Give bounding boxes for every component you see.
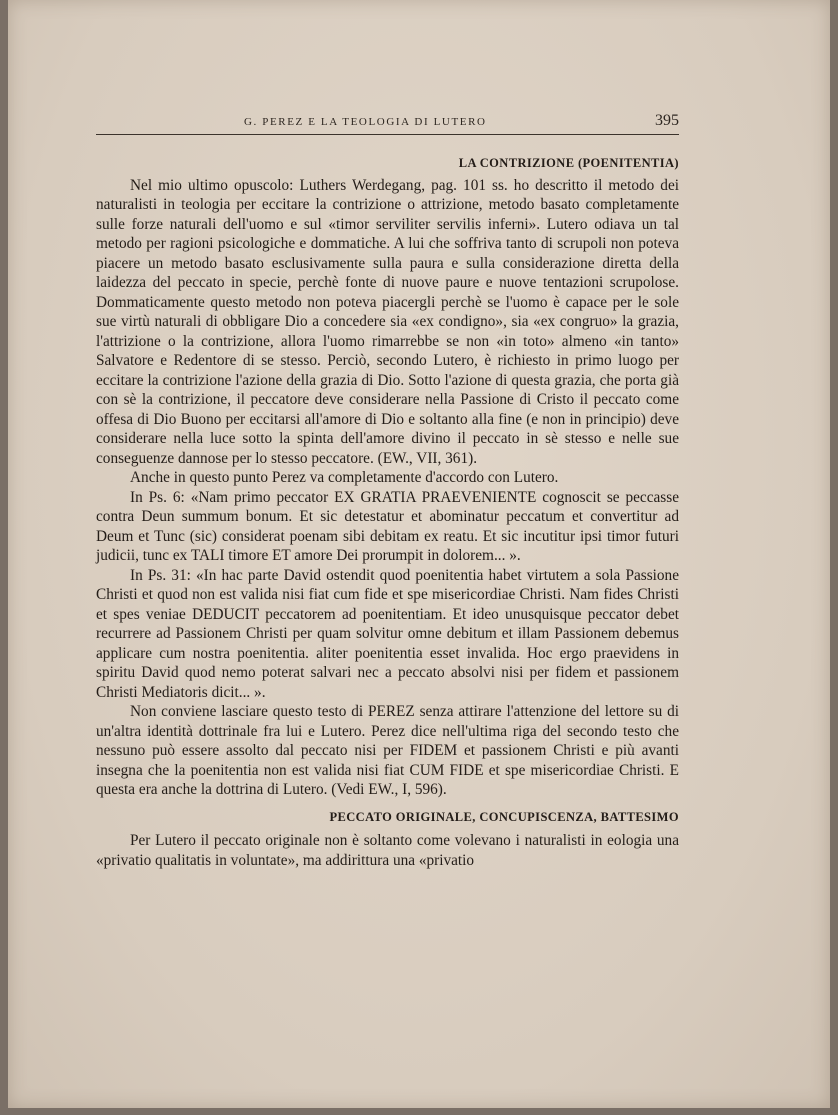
paragraph: In Ps. 6: «Nam primo peccator EX GRATIA PRAEVENIENTE cognoscit se peccasse contra Deun summum bonum. Et sic detestatur et abominatur peccatum et convertitur ad Deum et Tunc (sic) considerat poenam sibi debitam ex reatu. Et sic incutitur ipsi timor futuri judicii, tunc ex TALI timore ET amore Dei prorumpit in dolorem... ». — [96, 488, 679, 564]
page-header — [96, 114, 679, 135]
paragraph: Per Lutero il peccato originale non è soltanto come volevano i naturalisti in eologia una «privatio qualitatis in voluntate», ma addirittura una «privatio — [96, 832, 679, 869]
section-heading-peccato-originale: PECCATO ORIGINALE, CONCUPISCENZA, BATTESIMO — [329, 809, 679, 824]
section-heading-contrizione: LA CONTRIZIONE (POENITENTIA) — [458, 156, 679, 170]
paragraph: Anche in questo punto Perez va completamente d'accordo con Lutero. — [130, 469, 559, 486]
paragraph: Nel mio ultimo opuscolo: Luthers Werdegang, pag. 101 ss. ho descritto il metodo dei naturalisti in teologia per eccitare la contrizione o attrizione, metodo basato completamente sulle forze naturali dell'uomo e sul «timor serviliter servilis inferni». Lutero odiava un tal metodo per ragioni psicologiche e dommatiche. A lui che soffriva tanto di scrupoli non poteva piacere un metodo basato esclusivamente sulla paura e sulla considerazione diretta della laidezza del peccato in specie, perchè fonte di nuove paure e nuove tentazioni scrupolose. Dommaticamente questo metodo non poteva piacergli perchè se l'uomo è capace per le sole sue virtù naturali di obbligare Dio a concedere sia «ex condigno», sia «ex congruo» la grazia, l'attrizione o la contrizione, allora l'uomo rimarrebbe se non «in toto» almeno «in tanto» Salvatore e Redentore di se stesso. Perciò, secondo Lutero, è richiesto in primo luogo per eccitare la contrizione l'azione della grazia di Dio. Sotto l'azione di questa grazia, che porta già con sè la contrizione, il peccatore deve considerare nella Passione di Cristo il peccato come offesa di Dio Buono per eccitarsi all'amore di Dio e soltanto alla fine (e non in principio) deve considerare nella luce sotto la spinta dell'amore divino il peccato in sè stesso e nelle sue conseguenze dannose per lo stesso peccatore. (EW., VII, 361). — [96, 176, 679, 467]
paragraph: Non conviene lasciare questo testo di PEREZ senza attirare l'attenzione del lettore su di un'altra identità dottrinale fra lui e Lutero. Perez dice nell'ultima riga del secondo testo che nessuno può essere assolto dal peccato nisi per FIDEM et passionem Christi e più avanti insegna che la poenitentia non est valida nisi fiat CUM FIDE et spe misericordiae Christi. E questa era anche la dottrina di Lutero. (Vedi EW., I, 596). — [96, 703, 679, 798]
running-head: G. PEREZ E LA TEOLOGIA DI LUTERO — [244, 116, 487, 128]
body-text — [96, 150, 679, 870]
book-page — [8, 0, 830, 1108]
paragraph: In Ps. 31: «In hac parte David ostendit quod poenitentia habet virtutem a sola Passione Christi et quod non est valida nisi fiat cum fide et spe misericordiae Christi. Nam fides Christi et spes veniae DEDUCIT peccatorem ad poenitentiam. Et ideo unusquisque peccator debet recurrere ad Passionem Christi per quam solvitur omne debitum et illam Passionem debemus applicare cum nostra poenitentia. aliter poenitentia esset invalida. Hoc ergo praevidens in spiritu David quod nemo poterat salvari nec a peccato absolvi nisi per fidem et passionem Christi Mediatoris dicit... ». — [96, 566, 679, 701]
page-number: 395 — [655, 112, 679, 129]
